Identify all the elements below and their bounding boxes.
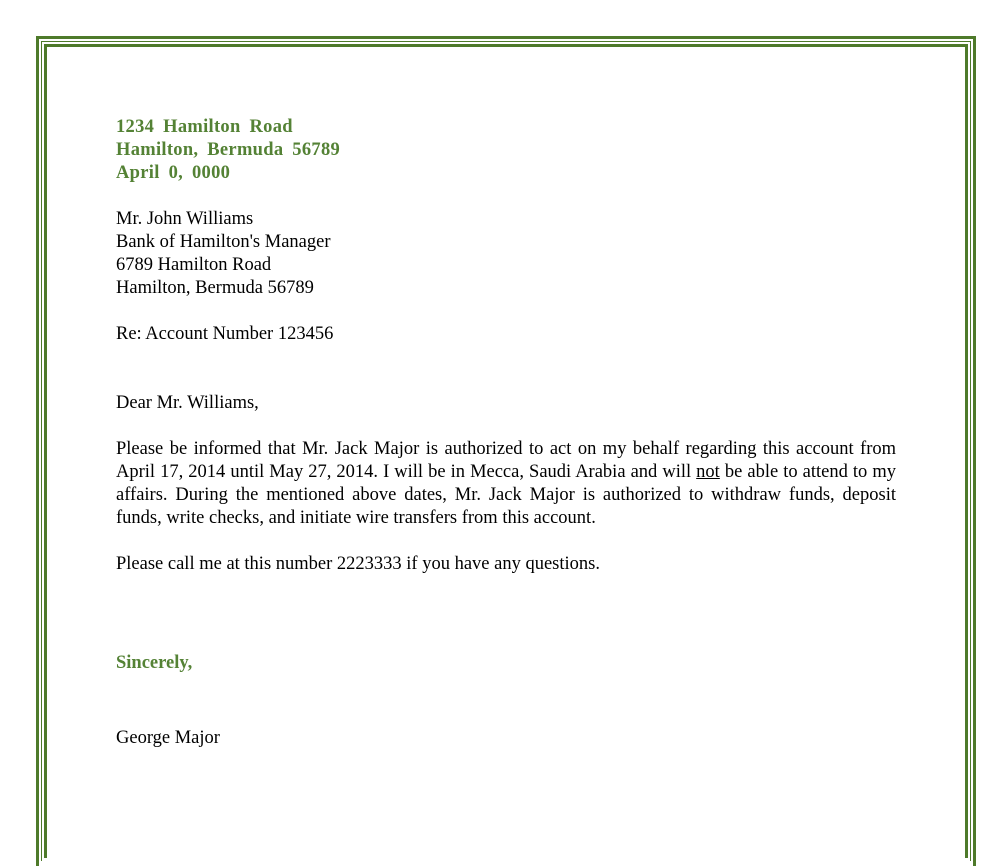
sender-address-block xyxy=(116,116,896,185)
body-paragraph-1-part-2: be able to attend to my affairs. During the mentioned above dates, Mr. Jack Major is authorized to withdraw funds, deposit funds, write checks, and initiate wire transfers from this account. xyxy=(116,462,896,528)
body-paragraph-2: Please call me at this number 2223333 if you have any questions. xyxy=(116,554,600,574)
body-paragraph-1 xyxy=(116,438,896,530)
subject-line: Re: Account Number 123456 xyxy=(116,324,334,344)
sender-city: Hamilton, Bermuda 56789 xyxy=(116,140,341,160)
letter-date: April 0, 0000 xyxy=(116,163,231,183)
sender-street: 1234 Hamilton Road xyxy=(116,117,293,137)
recipient-address-block xyxy=(116,208,896,300)
recipient-name: Mr. John Williams xyxy=(116,209,254,229)
body-paragraph-1-emphasis: not xyxy=(696,462,720,482)
closing: Sincerely, xyxy=(116,653,193,673)
recipient-street: 6789 Hamilton Road xyxy=(116,255,272,275)
salutation: Dear Mr. Williams, xyxy=(116,393,259,413)
recipient-city: Hamilton, Bermuda 56789 xyxy=(116,278,314,298)
letter-body xyxy=(116,116,896,750)
signature-name: George Major xyxy=(116,728,220,748)
body-paragraph-1-part-1: Please be informed that Mr. Jack Major is authorized to act on my behalf regarding this account from April 17, 2014 until May 27, 2014. I will be in Mecca, Saudi Arabia and will xyxy=(116,439,896,482)
recipient-title: Bank of Hamilton's Manager xyxy=(116,232,331,252)
